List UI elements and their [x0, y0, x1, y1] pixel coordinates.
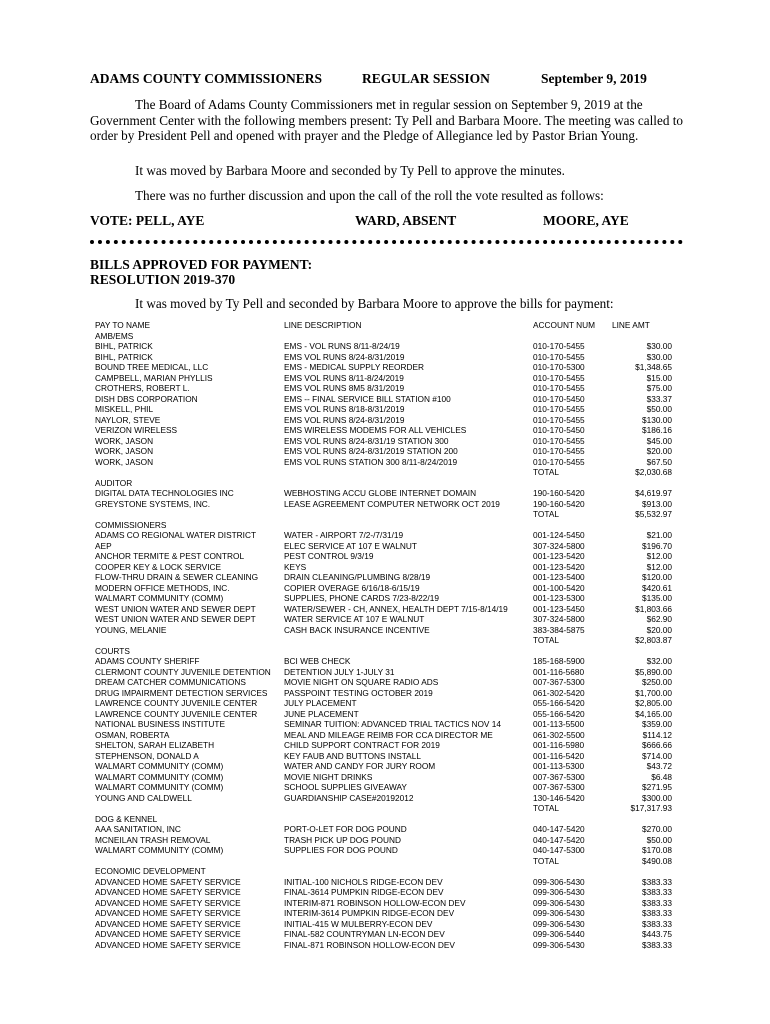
- header-session: REGULAR SESSION: [362, 71, 490, 86]
- account-cell: TOTAL: [533, 855, 559, 866]
- amount-cell: $114.12: [642, 729, 672, 740]
- pay-to-cell: ADVANCED HOME SAFETY SERVICE: [95, 908, 241, 918]
- amount-cell: $2,030.68: [635, 467, 672, 477]
- col-header-pay-to: PAY TO NAME: [95, 320, 151, 330]
- pay-to-cell: WEST UNION WATER AND SEWER DEPT: [95, 614, 256, 624]
- amount-cell: $383.33: [642, 897, 672, 908]
- table-row: [95, 583, 675, 594]
- account-cell: 099-306-5430: [533, 908, 585, 918]
- account-cell: 307-324-5800: [533, 540, 585, 551]
- table-body: [95, 331, 675, 951]
- table-row: [95, 656, 675, 667]
- account-cell: TOTAL: [533, 509, 559, 519]
- account-cell: 010-170-5450: [533, 425, 585, 435]
- amount-cell: $383.33: [642, 939, 672, 950]
- roll-call-text: There was no further discussion and upon the call of the roll the vote resulted as follows:: [135, 188, 604, 203]
- pay-to-cell: NAYLOR, STEVE: [95, 414, 161, 425]
- amount-cell: $32.00: [646, 656, 672, 666]
- pay-to-cell: WALMART COMMUNITY (COMM): [95, 782, 224, 792]
- amount-cell: $21.00: [646, 530, 672, 540]
- description-cell: EMS -- FINAL SERVICE BILL STATION #100: [284, 393, 451, 404]
- resolution-number: RESOLUTION 2019-370: [90, 272, 236, 287]
- account-cell: 040-147-5420: [533, 834, 585, 845]
- pay-to-cell: WORK, JASON: [95, 435, 154, 446]
- pay-to-cell: FLOW-THRU DRAIN & SEWER CLEANING: [95, 572, 259, 582]
- amount-cell: $2,805.00: [635, 698, 672, 708]
- account-cell: 010-170-5455: [533, 372, 585, 383]
- amount-cell: $383.33: [642, 908, 672, 918]
- table-row: [95, 394, 675, 405]
- account-cell: TOTAL: [533, 635, 559, 645]
- description-cell: EMS WIRELESS MODEMS FOR ALL VEHICLES: [284, 425, 467, 435]
- pay-to-cell: MCNEILAN TRASH REMOVAL: [95, 834, 211, 845]
- description-cell: GUARDIANSHIP CASE#20192012: [284, 792, 414, 803]
- amount-cell: $130.00: [642, 414, 672, 425]
- total-row: [95, 635, 675, 646]
- pay-to-cell: AAA SANITATION, INC: [95, 824, 181, 834]
- amount-cell: $300.00: [642, 792, 672, 803]
- description-cell: KEYS: [284, 561, 307, 572]
- pay-to-cell: WALMART COMMUNITY (COMM): [95, 593, 224, 603]
- description-cell: EMS VOL RUNS 8/24-8/31/2019: [284, 414, 405, 425]
- amount-cell: $4,165.00: [635, 708, 672, 719]
- table-row: [95, 677, 675, 688]
- description-cell: EMS VOL RUNS 8/24-8/31/19 STATION 300: [284, 435, 449, 446]
- account-cell: 007-367-5300: [533, 782, 585, 792]
- table-row: [95, 457, 675, 468]
- description-cell: EMS - MEDICAL SUPPLY REORDER: [284, 362, 425, 372]
- table-row: [95, 751, 675, 762]
- account-cell: 055-166-5420: [533, 698, 585, 708]
- table-row: [95, 772, 675, 783]
- section-header-row: [95, 331, 675, 342]
- col-header-description: LINE DESCRIPTION: [284, 320, 362, 330]
- pay-to-cell: ADVANCED HOME SAFETY SERVICE: [95, 939, 241, 950]
- bills-title: BILLS APPROVED FOR PAYMENT:: [90, 257, 313, 272]
- account-cell: TOTAL: [533, 803, 559, 813]
- amount-cell: $913.00: [642, 498, 672, 509]
- col-header-amount: LINE AMT: [612, 320, 650, 330]
- vote-pell: VOTE: PELL, AYE: [90, 213, 205, 228]
- description-cell: WATER - AIRPORT 7/2-/7/31/19: [284, 530, 404, 540]
- table-row: [95, 362, 675, 373]
- description-cell: FINAL-3614 PUMPKIN RIDGE-ECON DEV: [284, 887, 444, 897]
- table-row: [95, 425, 675, 436]
- section-header-row: [95, 478, 675, 489]
- amount-cell: $33.37: [646, 393, 672, 404]
- amount-cell: $359.00: [642, 719, 672, 729]
- description-cell: MEAL AND MILEAGE REIMB FOR CCA DIRECTOR ME: [284, 729, 493, 740]
- pay-to-cell: SHELTON, SARAH ELIZABETH: [95, 740, 215, 750]
- account-cell: 040-147-5300: [533, 845, 585, 855]
- table-row: [95, 383, 675, 394]
- account-cell: 001-123-5420: [533, 561, 585, 572]
- pay-to-cell: CLERMONT COUNTY JUVENILE DETENTION: [95, 666, 271, 677]
- description-cell: SEMINAR TUITION: ADVANCED TRIAL TACTICS NOV 14: [284, 719, 501, 729]
- pay-to-cell: DRUG IMPAIRMENT DETECTION SERVICES: [95, 687, 268, 698]
- pay-to-cell: BOUND TREE MEDICAL, LLC: [95, 362, 209, 372]
- amount-cell: $45.00: [646, 435, 672, 446]
- account-cell: 001-123-5420: [533, 551, 585, 561]
- description-cell: SCHOOL SUPPLIES GIVEAWAY: [284, 782, 407, 792]
- vote-ward: WARD, ABSENT: [355, 213, 457, 228]
- table-row: [95, 824, 675, 835]
- amount-cell: $186.16: [642, 425, 672, 435]
- account-cell: 010-170-5455: [533, 351, 585, 362]
- description-cell: EMS VOL RUNS 8M5 8/31/2019: [284, 383, 405, 393]
- pay-to-cell: YOUNG AND CALDWELL: [95, 792, 192, 803]
- table-row: [95, 688, 675, 699]
- section-divider: [90, 240, 683, 244]
- pay-to-cell: AUDITOR: [95, 477, 133, 488]
- pay-to-cell: NATIONAL BUSINESS INSTITUTE: [95, 719, 226, 729]
- table-row: [95, 835, 675, 846]
- header-date: September 9, 2019: [541, 71, 647, 86]
- description-cell: TRASH PICK UP DOG POUND: [284, 834, 401, 845]
- table-row: [95, 845, 675, 856]
- description-cell: CHILD SUPPORT CONTRACT FOR 2019: [284, 740, 440, 750]
- table-row: [95, 898, 675, 909]
- pay-to-cell: MODERN OFFICE METHODS, INC.: [95, 582, 230, 593]
- table-row: [95, 551, 675, 562]
- pay-to-cell: LAWRENCE COUNTY JUVENILE CENTER: [95, 698, 258, 708]
- table-row: [95, 730, 675, 741]
- account-cell: 185-168-5900: [533, 656, 585, 666]
- account-cell: TOTAL: [533, 467, 559, 477]
- pay-to-cell: AMB/EMS: [95, 330, 134, 341]
- minutes-motion: It was moved by Barbara Moore and seconded by Ty Pell to approve the minutes.: [135, 163, 565, 178]
- description-cell: CASH BACK INSURANCE INCENTIVE: [284, 624, 430, 635]
- pay-to-cell: WORK, JASON: [95, 456, 154, 467]
- table-row: [95, 404, 675, 415]
- description-cell: EMS VOL RUNS 8/18-8/31/2019: [284, 404, 405, 414]
- amount-cell: $1,348.65: [635, 362, 672, 372]
- account-cell: 099-306-5430: [533, 939, 585, 950]
- account-cell: 001-113-5500: [533, 719, 585, 729]
- table-row: [95, 593, 675, 604]
- amount-cell: $383.33: [642, 876, 672, 887]
- account-cell: 010-170-5450: [533, 393, 585, 404]
- pay-to-cell: GREYSTONE SYSTEMS, INC.: [95, 498, 211, 509]
- header-org: ADAMS COUNTY COMMISSIONERS: [90, 71, 323, 86]
- pay-to-cell: ADVANCED HOME SAFETY SERVICE: [95, 876, 241, 887]
- pay-to-cell: WEST UNION WATER AND SEWER DEPT: [95, 603, 256, 614]
- account-cell: 010-170-5455: [533, 456, 585, 467]
- pay-to-cell: YOUNG, MELANIE: [95, 624, 167, 635]
- amount-cell: $75.00: [646, 383, 672, 393]
- amount-cell: $20.00: [646, 446, 672, 456]
- table-row: [95, 499, 675, 510]
- intro-paragraph: The Board of Adams County Commissioners met in regular session on September 9, 2019 at the Government Center with the following members present: Ty Pell and Barbara Moore. The meeting was called to order by President Pell and opened with prayer and the Pledge of Allegiance led by Pastor Brian Young.: [90, 97, 683, 144]
- pay-to-cell: DIGITAL DATA TECHNOLOGIES INC: [95, 488, 234, 498]
- pay-to-cell: DREAM CATCHER COMMUNICATIONS: [95, 677, 246, 687]
- description-cell: PORT-O-LET FOR DOG POUND: [284, 824, 407, 834]
- amount-cell: $43.72: [646, 761, 672, 771]
- amount-cell: $443.75: [642, 929, 672, 939]
- total-row: [95, 803, 675, 814]
- account-cell: 307-324-5800: [533, 614, 585, 624]
- amount-cell: $714.00: [642, 750, 672, 761]
- pay-to-cell: VERIZON WIRELESS: [95, 425, 178, 435]
- account-cell: 010-170-5455: [533, 383, 585, 393]
- description-cell: FINAL-871 ROBINSON HOLLOW-ECON DEV: [284, 939, 455, 950]
- amount-cell: $20.00: [646, 624, 672, 635]
- description-cell: COPIER OVERAGE 6/16/18-6/15/19: [284, 582, 420, 593]
- table-row: [95, 709, 675, 720]
- table-row: [95, 698, 675, 709]
- pay-to-cell: WALMART COMMUNITY (COMM): [95, 771, 224, 782]
- pay-to-cell: OSMAN, ROBERTA: [95, 729, 170, 740]
- pay-to-cell: CAMPBELL, MARIAN PHYLLIS: [95, 372, 213, 383]
- description-cell: ELEC SERVICE AT 107 E WALNUT: [284, 540, 417, 551]
- description-cell: JUNE PLACEMENT: [284, 708, 359, 719]
- account-cell: 099-306-5430: [533, 918, 585, 929]
- description-cell: PEST CONTROL 9/3/19: [284, 551, 374, 561]
- description-cell: DRAIN CLEANING/PLUMBING 8/28/19: [284, 572, 431, 582]
- bills-table: [95, 320, 675, 950]
- total-row: [95, 467, 675, 478]
- account-cell: 190-160-5420: [533, 498, 585, 509]
- table-row: [95, 446, 675, 457]
- account-cell: 001-116-5420: [533, 750, 585, 761]
- section-header-row: [95, 646, 675, 657]
- bills-motion: It was moved by Ty Pell and seconded by Barbara Moore to approve the bills for payment:: [135, 296, 614, 311]
- table-row: [95, 625, 675, 636]
- amount-cell: $270.00: [642, 824, 672, 834]
- description-cell: INTERIM-3614 PUMPKIN RIDGE-ECON DEV: [284, 908, 455, 918]
- amount-cell: $1,803.66: [635, 603, 672, 614]
- pay-to-cell: ADAMS CO REGIONAL WATER DISTRICT: [95, 530, 257, 540]
- description-cell: EMS VOL RUNS 8/11-8/24/2019: [284, 372, 404, 383]
- table-row: [95, 373, 675, 384]
- description-cell: SUPPLIES, PHONE CARDS 7/23-8/22/19: [284, 593, 439, 603]
- account-cell: 099-306-5430: [533, 876, 585, 887]
- amount-cell: $271.95: [642, 782, 672, 792]
- table-row: [95, 572, 675, 583]
- col-header-account: ACCOUNT NUM: [533, 320, 596, 330]
- account-cell: 007-367-5300: [533, 771, 585, 782]
- account-cell: 001-116-5980: [533, 740, 585, 750]
- account-cell: 010-170-5455: [533, 414, 585, 425]
- amount-cell: $15.00: [646, 372, 672, 383]
- pay-to-cell: WALMART COMMUNITY (COMM): [95, 761, 224, 771]
- description-cell: MOVIE NIGHT DRINKS: [284, 771, 373, 782]
- table-row: [95, 488, 675, 499]
- table-row: [95, 929, 675, 940]
- table-row: [95, 667, 675, 678]
- pay-to-cell: COOPER KEY & LOCK SERVICE: [95, 561, 222, 572]
- account-cell: 010-170-5455: [533, 404, 585, 414]
- table-row: [95, 940, 675, 951]
- amount-cell: $4,619.97: [635, 488, 672, 498]
- amount-cell: $120.00: [642, 572, 672, 582]
- description-cell: WATER/SEWER - CH, ANNEX, HEALTH DEPT 7/15-8/14/19: [284, 603, 508, 614]
- table-header-row: [95, 320, 675, 331]
- amount-cell: $383.33: [642, 887, 672, 897]
- pay-to-cell: LAWRENCE COUNTY JUVENILE CENTER: [95, 708, 258, 719]
- pay-to-cell: ANCHOR TERMITE & PEST CONTROL: [95, 551, 245, 561]
- account-cell: 001-113-5300: [533, 761, 585, 771]
- account-cell: 001-123-5300: [533, 593, 585, 603]
- amount-cell: $62.90: [646, 614, 672, 624]
- amount-cell: $383.33: [642, 918, 672, 929]
- account-cell: 130-146-5420: [533, 792, 585, 803]
- description-cell: WATER SERVICE AT 107 E WALNUT: [284, 614, 425, 624]
- amount-cell: $50.00: [646, 834, 672, 845]
- description-cell: WATER AND CANDY FOR JURY ROOM: [284, 761, 436, 771]
- amount-cell: $12.00: [646, 551, 672, 561]
- pay-to-cell: ADVANCED HOME SAFETY SERVICE: [95, 918, 241, 929]
- description-cell: LEASE AGREEMENT COMPUTER NETWORK OCT 2019: [284, 498, 500, 509]
- amount-cell: $1,700.00: [635, 687, 672, 698]
- amount-cell: $490.08: [642, 855, 672, 866]
- pay-to-cell: ADVANCED HOME SAFETY SERVICE: [95, 897, 241, 908]
- account-cell: 010-170-5300: [533, 362, 585, 372]
- amount-cell: $12.00: [646, 561, 672, 572]
- table-row: [95, 530, 675, 541]
- table-row: [95, 719, 675, 730]
- amount-cell: $250.00: [642, 677, 672, 687]
- account-cell: 099-306-5430: [533, 897, 585, 908]
- table-row: [95, 761, 675, 772]
- account-cell: 001-116-5680: [533, 666, 585, 677]
- description-cell: JULY PLACEMENT: [284, 698, 357, 708]
- amount-cell: $30.00: [646, 351, 672, 362]
- pay-to-cell: MISKELL, PHIL: [95, 404, 154, 414]
- description-cell: EMS VOL RUNS STATION 300 8/11-8/24/2019: [284, 456, 458, 467]
- description-cell: EMS - VOL RUNS 8/11-8/24/19: [284, 341, 400, 351]
- account-cell: 061-302-5500: [533, 729, 585, 740]
- amount-cell: $2,803.87: [635, 635, 672, 645]
- pay-to-cell: ECONOMIC DEVELOPMENT: [95, 866, 206, 876]
- section-header-row: [95, 814, 675, 825]
- account-cell: 383-384-5875: [533, 624, 585, 635]
- pay-to-cell: ADVANCED HOME SAFETY SERVICE: [95, 929, 241, 939]
- total-row: [95, 509, 675, 520]
- table-row: [95, 352, 675, 363]
- table-row: [95, 562, 675, 573]
- pay-to-cell: ADAMS COUNTY SHERIFF: [95, 656, 200, 666]
- amount-cell: $67.50: [646, 456, 672, 467]
- account-cell: 007-367-5300: [533, 677, 585, 687]
- table-row: [95, 908, 675, 919]
- pay-to-cell: WALMART COMMUNITY (COMM): [95, 845, 224, 855]
- vote-moore: MOORE, AYE: [543, 213, 629, 228]
- section-header-row: [95, 866, 675, 877]
- amount-cell: $170.08: [642, 845, 672, 855]
- description-cell: WEBHOSTING ACCU GLOBE INTERNET DOMAIN: [284, 488, 477, 498]
- table-row: [95, 782, 675, 793]
- pay-to-cell: BIHL, PATRICK: [95, 351, 153, 362]
- description-cell: SUPPLIES FOR DOG POUND: [284, 845, 398, 855]
- amount-cell: $50.00: [646, 404, 672, 414]
- amount-cell: $6.48: [651, 771, 672, 782]
- description-cell: INITIAL-100 NICHOLS RIDGE-ECON DEV: [284, 876, 443, 887]
- amount-cell: $135.00: [642, 593, 672, 603]
- account-cell: 001-123-5400: [533, 572, 585, 582]
- account-cell: 061-302-5420: [533, 687, 585, 698]
- table-row: [95, 793, 675, 804]
- description-cell: BCI WEB CHECK: [284, 656, 351, 666]
- amount-cell: $666.66: [642, 740, 672, 750]
- account-cell: 010-170-5455: [533, 341, 585, 351]
- table-row: [95, 415, 675, 426]
- pay-to-cell: DOG & KENNEL: [95, 813, 158, 824]
- pay-to-cell: WORK, JASON: [95, 446, 154, 456]
- table-row: [95, 436, 675, 447]
- amount-cell: $30.00: [646, 341, 672, 351]
- pay-to-cell: CROTHERS, ROBERT L.: [95, 383, 190, 393]
- description-cell: PASSPOINT TESTING OCTOBER 2019: [284, 687, 433, 698]
- account-cell: 001-124-5450: [533, 530, 585, 540]
- account-cell: 040-147-5420: [533, 824, 585, 834]
- pay-to-cell: COMMISSIONERS: [95, 519, 167, 530]
- account-cell: 010-170-5455: [533, 435, 585, 446]
- pay-to-cell: DISH DBS CORPORATION: [95, 393, 198, 404]
- total-row: [95, 856, 675, 867]
- description-cell: DETENTION JULY 1-JULY 31: [284, 666, 395, 677]
- table-row: [95, 887, 675, 898]
- amount-cell: $196.70: [642, 540, 672, 551]
- table-row: [95, 919, 675, 930]
- account-cell: 010-170-5455: [533, 446, 585, 456]
- account-cell: 001-100-5420: [533, 582, 585, 593]
- pay-to-cell: AEP: [95, 540, 112, 551]
- table-row: [95, 541, 675, 552]
- account-cell: 001-123-5450: [533, 603, 585, 614]
- description-cell: EMS VOL RUNS 8/24-8/31/2019: [284, 351, 405, 362]
- description-cell: EMS VOL RUNS 8/24-8/31/2019 STATION 200: [284, 446, 458, 456]
- account-cell: 055-166-5420: [533, 708, 585, 719]
- amount-cell: $5,532.97: [635, 509, 672, 519]
- section-header-row: [95, 520, 675, 531]
- table-row: [95, 877, 675, 888]
- pay-to-cell: ADVANCED HOME SAFETY SERVICE: [95, 887, 241, 897]
- amount-cell: $5,890.00: [635, 666, 672, 677]
- description-cell: KEY FAUB AND BUTTONS INSTALL: [284, 750, 421, 761]
- description-cell: INTERIM-871 ROBINSON HOLLOW-ECON DEV: [284, 897, 466, 908]
- table-row: [95, 341, 675, 352]
- description-cell: INITIAL-415 W MULBERRY-ECON DEV: [284, 918, 433, 929]
- table-row: [95, 604, 675, 615]
- account-cell: 099-306-5430: [533, 887, 585, 897]
- table-row: [95, 740, 675, 751]
- pay-to-cell: BIHL, PATRICK: [95, 341, 153, 351]
- amount-cell: $17,317.93: [630, 803, 672, 813]
- amount-cell: $420.61: [642, 582, 672, 593]
- account-cell: 099-306-5440: [533, 929, 585, 939]
- account-cell: 190-160-5420: [533, 488, 585, 498]
- description-cell: MOVIE NIGHT ON SQUARE RADIO ADS: [284, 677, 439, 687]
- pay-to-cell: COURTS: [95, 645, 130, 656]
- pay-to-cell: STEPHENSON, DONALD A: [95, 750, 199, 761]
- table-row: [95, 614, 675, 625]
- description-cell: FINAL-582 COUNTRYMAN LN-ECON DEV: [284, 929, 445, 939]
